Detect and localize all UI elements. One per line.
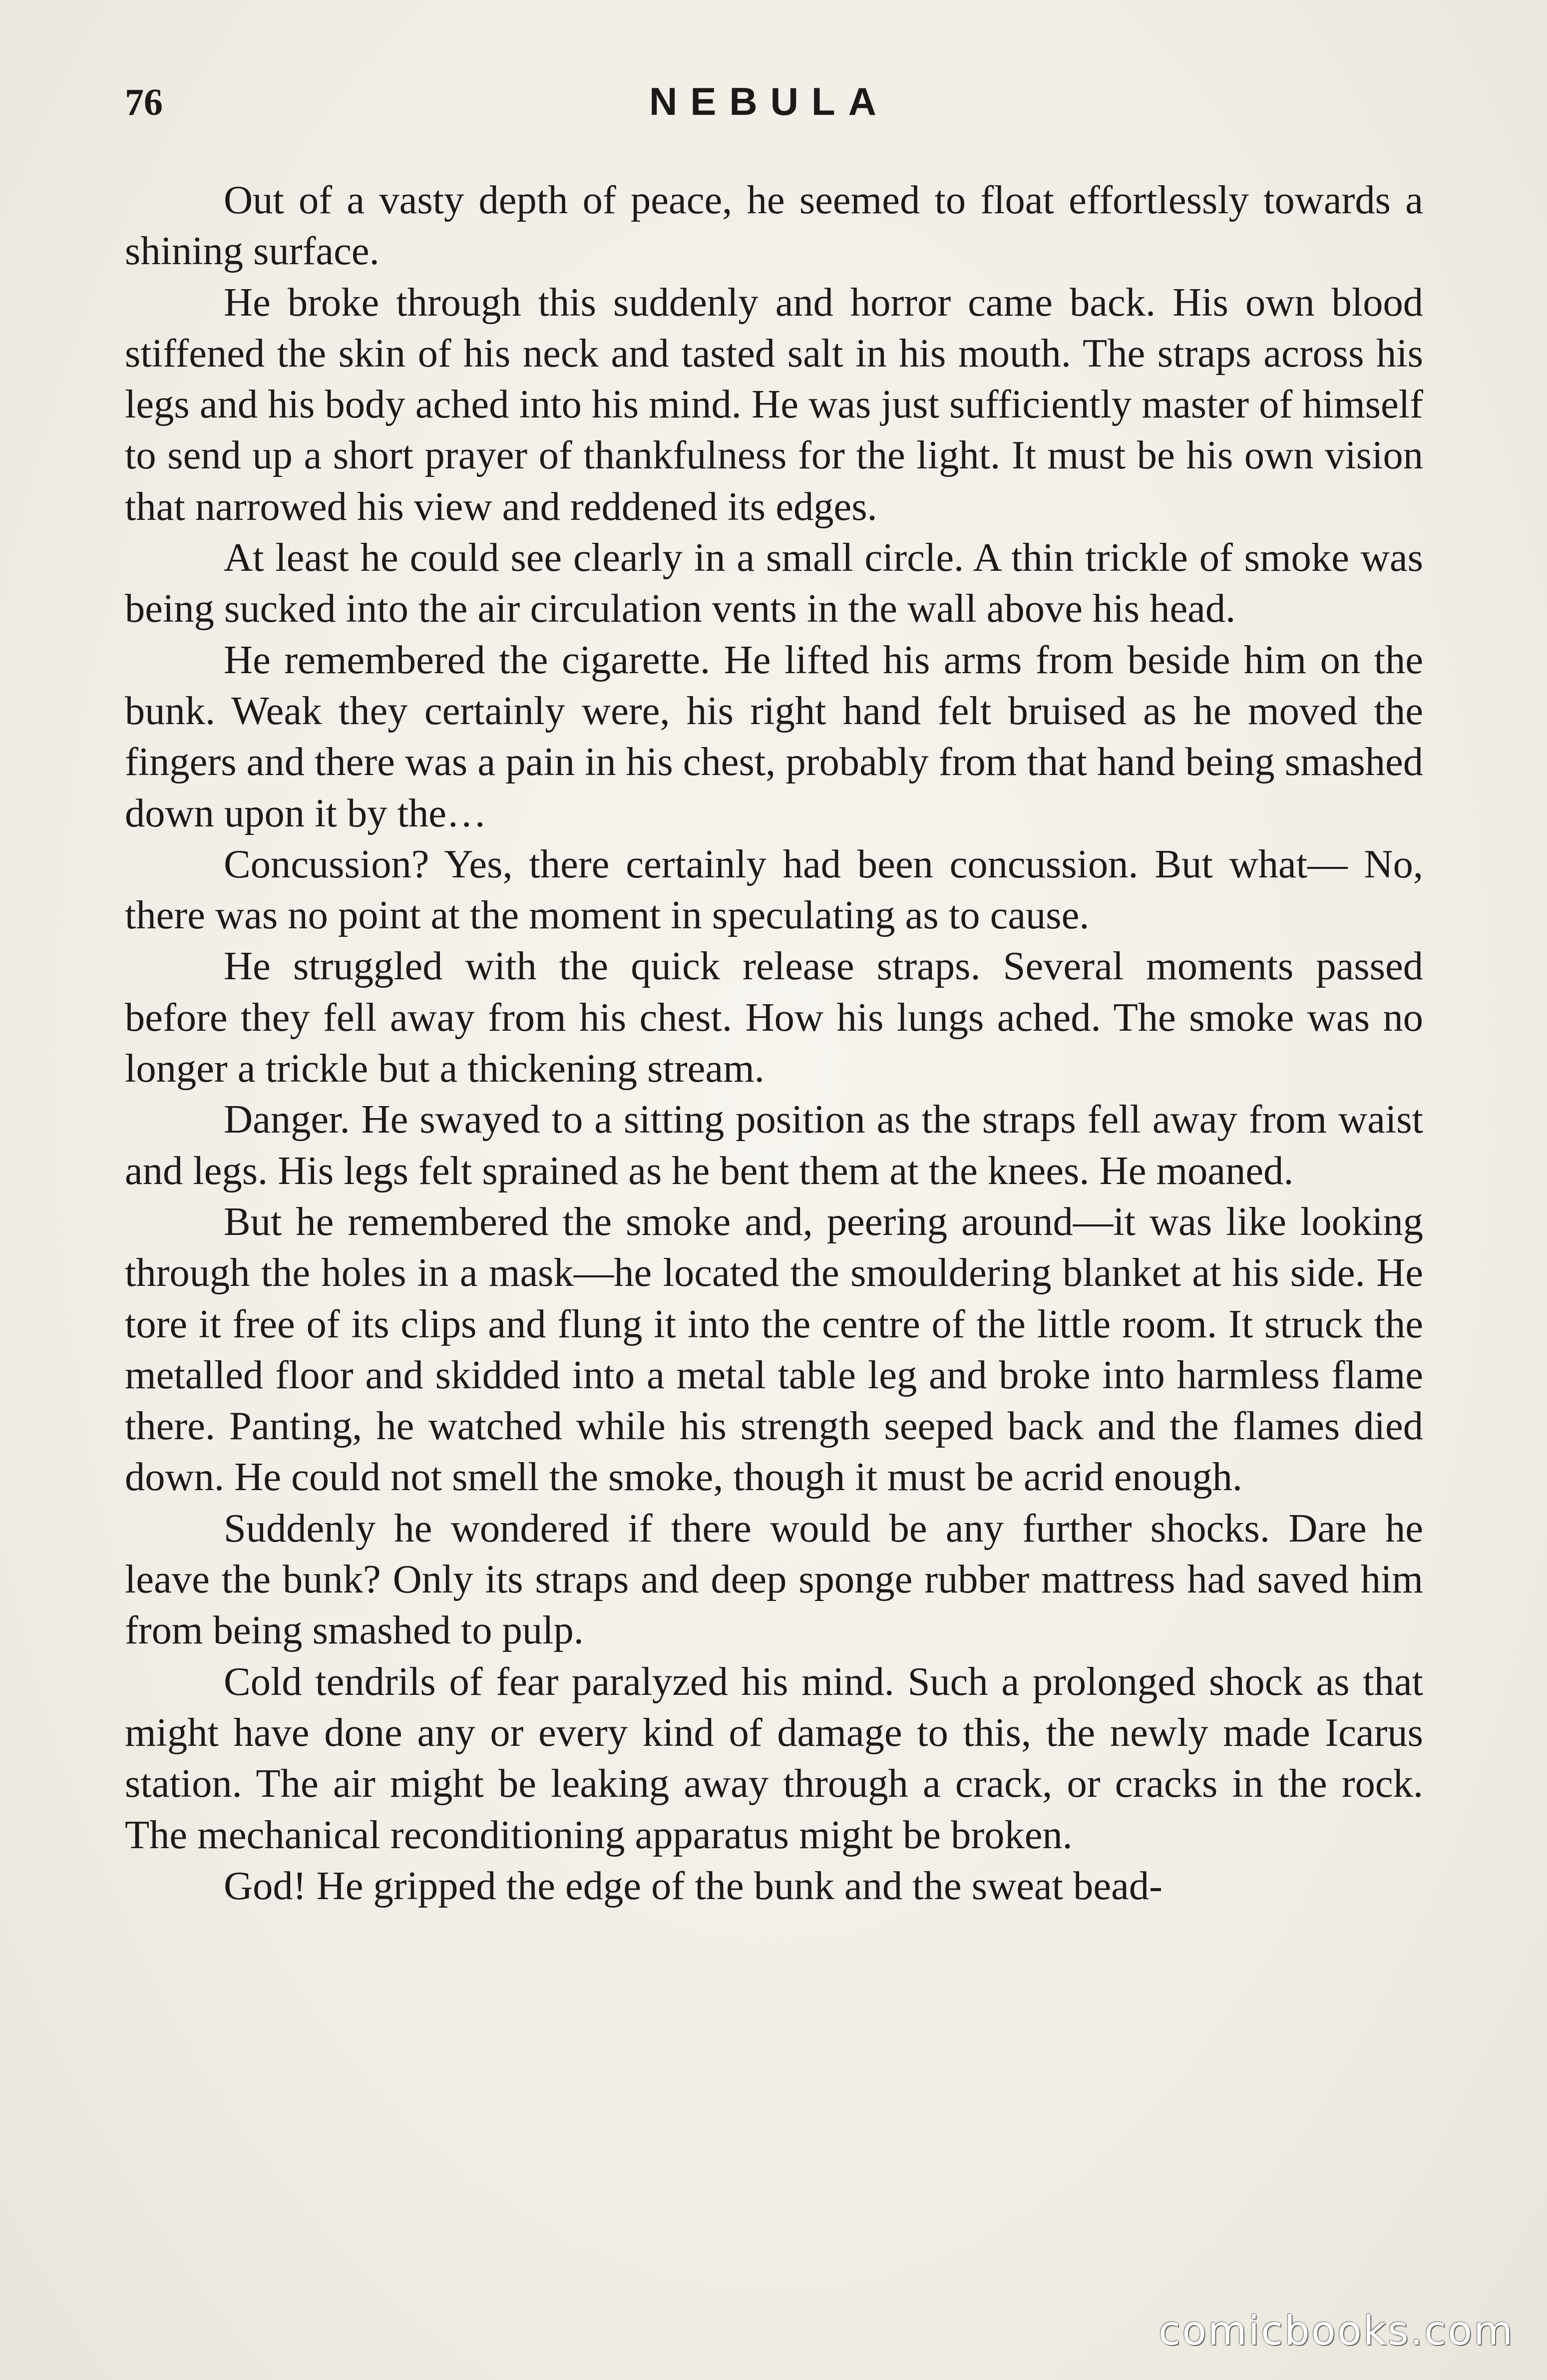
paragraph: Danger. He swayed to a sitting position as the straps fell away from waist and legs. His legs felt sprained as he bent them at the knees. He moaned. bbox=[125, 1097, 1423, 1193]
body-text bbox=[125, 175, 1423, 1912]
paragraph: Concussion? Yes, there certainly had been concussion. But what— No, there was no point at the moment in speculating as to cause. bbox=[125, 841, 1423, 938]
running-title: NEBULA bbox=[649, 79, 889, 123]
paragraph: But he remembered the smoke and, peering around—it was like looking through the holes in a mask—he located the smouldering blanket at his side. He tore it free of its clips and flung it into the centre of the little room. It struck the metalled floor and skidded into a metal table leg and broke into harmless flame there. Panting, he watched while his strength seeped back and the flames died down. He could not smell the smoke, though it must be acrid enough. bbox=[125, 1199, 1423, 1500]
paragraph: He broke through this suddenly and horror came back. His own blood stiffened the skin of his neck and tasted salt in his mouth. The straps across his legs and his body ached into his mind. He was just sufficiently master of himself to send up a short prayer of thankfulness for the light. It must be his own vision that narrowed his view and reddened its edges. bbox=[125, 280, 1423, 529]
paragraph: He struggled with the quick release straps. Several moments passed before they fell away from his chest. How his lungs ached. The smoke was no longer a trickle but a thickening stream. bbox=[125, 944, 1423, 1091]
paragraph: Out of a vasty depth of peace, he seemed to float effortlessly towards a shining surface. bbox=[125, 178, 1423, 274]
paragraph: At least he could see clearly in a small circle. A thin trickle of smoke was being sucked into the air circulation vents in the wall above his head. bbox=[125, 535, 1423, 631]
paragraph: Cold tendrils of fear paralyzed his mind. Such a prolonged shock as that might have done any or every kind of damage to this, the newly made Icarus station. The air might be leaking away through a crack, or cracks in the rock. The mechanical reconditioning apparatus might be broken. bbox=[125, 1659, 1423, 1857]
paragraph: He remembered the cigarette. He lifted his arms from beside him on the bunk. Weak they certainly were, his right hand felt bruised as he moved the fingers and there was a pain in his chest, probably from that hand being smashed down upon it by the… bbox=[125, 637, 1423, 835]
watermark: comicbooks.com bbox=[1158, 2308, 1514, 2354]
paragraph: Suddenly he wondered if there would be any further shocks. Dare he leave the bunk? Only its straps and deep sponge rubber mattress had saved him from being smashed to pulp. bbox=[125, 1506, 1423, 1653]
page-number: 76 bbox=[125, 81, 163, 123]
page-header bbox=[125, 75, 1423, 130]
paragraph: God! He gripped the edge of the bunk and the sweat bead- bbox=[224, 1863, 1162, 1908]
